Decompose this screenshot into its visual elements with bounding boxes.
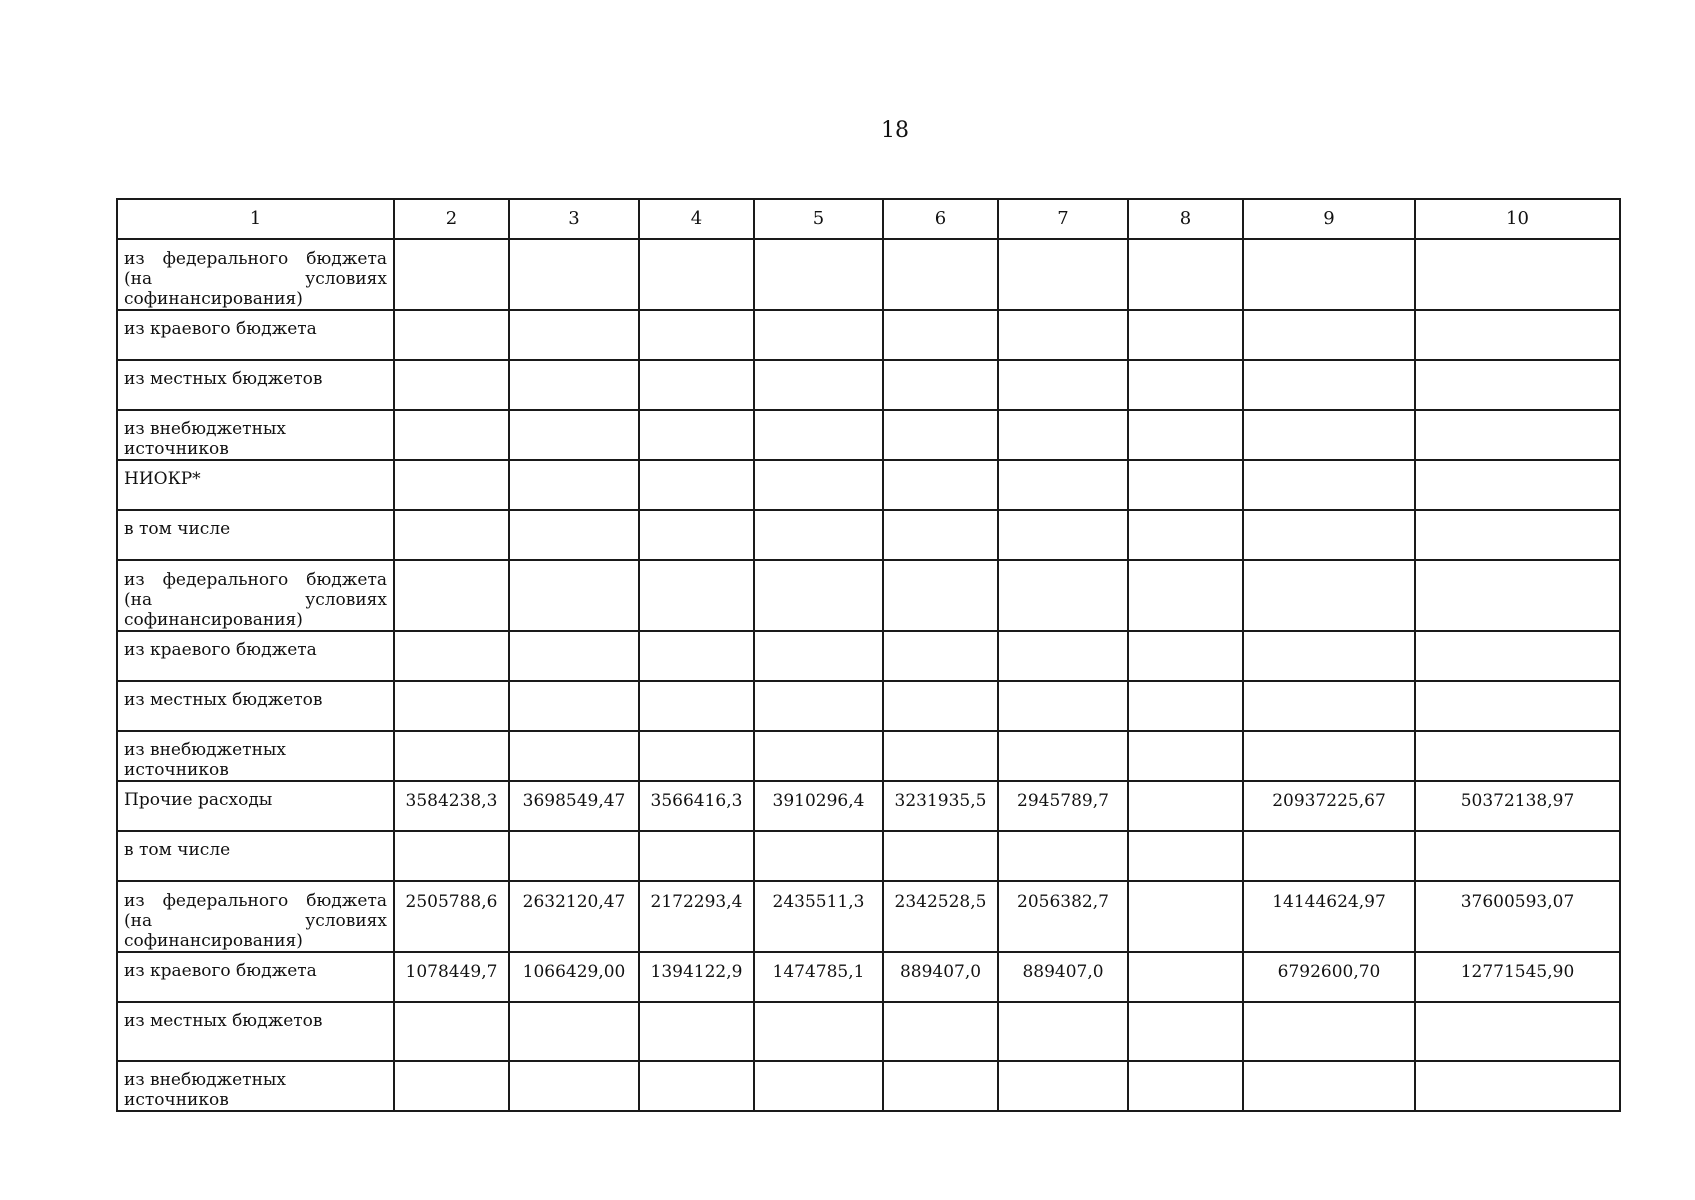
value-cell: 2172293,4 [639, 881, 754, 952]
table-row [117, 560, 1620, 631]
value-cell [509, 681, 639, 731]
value-cell [1243, 560, 1415, 631]
value-cell [754, 360, 883, 410]
value-cell: 37600593,07 [1415, 881, 1620, 952]
value-cell: 2505788,6 [394, 881, 509, 952]
value-cell [1128, 1061, 1243, 1111]
value-cell [1415, 239, 1620, 310]
value-cell [509, 1002, 639, 1061]
value-cell [394, 360, 509, 410]
value-cell [998, 731, 1128, 781]
table-row [117, 831, 1620, 881]
value-cell [1243, 831, 1415, 881]
value-cell [1128, 881, 1243, 952]
value-cell [639, 360, 754, 410]
value-cell [1128, 310, 1243, 360]
header-cell: 2 [394, 199, 509, 239]
value-cell [394, 239, 509, 310]
value-cell [754, 831, 883, 881]
value-cell [394, 1061, 509, 1111]
value-cell [754, 631, 883, 681]
value-cell [1128, 410, 1243, 460]
value-cell [754, 239, 883, 310]
value-cell [1243, 410, 1415, 460]
table-row [117, 410, 1620, 460]
value-cell [1128, 781, 1243, 831]
value-cell: 3566416,3 [639, 781, 754, 831]
value-cell [1128, 460, 1243, 510]
header-cell: 5 [754, 199, 883, 239]
value-cell [883, 1061, 998, 1111]
row-label: из внебюджетных источников [117, 731, 394, 781]
value-cell [509, 360, 639, 410]
value-cell [883, 731, 998, 781]
value-cell [1415, 410, 1620, 460]
row-label: в том числе [117, 510, 394, 560]
value-cell [1243, 631, 1415, 681]
value-cell [998, 410, 1128, 460]
value-cell [883, 239, 998, 310]
table-row [117, 1002, 1620, 1061]
value-cell [1128, 731, 1243, 781]
value-cell [998, 560, 1128, 631]
table-row [117, 310, 1620, 360]
table-row [117, 239, 1620, 310]
value-cell [639, 410, 754, 460]
value-cell [1243, 1061, 1415, 1111]
value-cell: 1394122,9 [639, 952, 754, 1002]
value-cell [1415, 1061, 1620, 1111]
value-cell [1415, 510, 1620, 560]
value-cell [1128, 560, 1243, 631]
value-cell [1128, 510, 1243, 560]
table-row [117, 510, 1620, 560]
value-cell: 3698549,47 [509, 781, 639, 831]
header-cell: 6 [883, 199, 998, 239]
value-cell [639, 310, 754, 360]
value-cell [509, 510, 639, 560]
value-cell: 12771545,90 [1415, 952, 1620, 1002]
value-cell [509, 239, 639, 310]
header-cell: 9 [1243, 199, 1415, 239]
table-row [117, 360, 1620, 410]
value-cell [1243, 681, 1415, 731]
row-label: НИОКР* [117, 460, 394, 510]
value-cell [883, 631, 998, 681]
value-cell [394, 681, 509, 731]
row-label: из внебюджетных источников [117, 410, 394, 460]
value-cell [1415, 560, 1620, 631]
value-cell: 1078449,7 [394, 952, 509, 1002]
value-cell [1415, 681, 1620, 731]
value-cell: 14144624,97 [1243, 881, 1415, 952]
header-cell: 8 [1128, 199, 1243, 239]
value-cell [394, 631, 509, 681]
value-cell [1128, 952, 1243, 1002]
value-cell [754, 510, 883, 560]
row-label: из краевого бюджета [117, 631, 394, 681]
value-cell [1415, 1002, 1620, 1061]
value-cell: 2945789,7 [998, 781, 1128, 831]
row-label: Прочие расходы [117, 781, 394, 831]
table-row [117, 731, 1620, 781]
value-cell: 20937225,67 [1243, 781, 1415, 831]
value-cell [754, 731, 883, 781]
value-cell [639, 460, 754, 510]
row-label: из местных бюджетов [117, 360, 394, 410]
value-cell [998, 681, 1128, 731]
value-cell: 889407,0 [883, 952, 998, 1002]
row-label: из местных бюджетов [117, 1002, 394, 1061]
value-cell: 3910296,4 [754, 781, 883, 831]
value-cell [1243, 310, 1415, 360]
row-label: из местных бюджетов [117, 681, 394, 731]
value-cell [883, 510, 998, 560]
table-row [117, 631, 1620, 681]
value-cell [394, 560, 509, 631]
value-cell [998, 1002, 1128, 1061]
row-label: из федерального бюджета (на условиях софинансирования) [117, 239, 394, 310]
value-cell [1128, 681, 1243, 731]
value-cell [754, 460, 883, 510]
header-cell: 3 [509, 199, 639, 239]
value-cell: 6792600,70 [1243, 952, 1415, 1002]
value-cell [1243, 1002, 1415, 1061]
value-cell [883, 460, 998, 510]
value-cell [1415, 310, 1620, 360]
table-row [117, 460, 1620, 510]
value-cell [394, 510, 509, 560]
value-cell [998, 239, 1128, 310]
value-cell [883, 1002, 998, 1061]
value-cell [1243, 360, 1415, 410]
value-cell: 3231935,5 [883, 781, 998, 831]
value-cell [1243, 731, 1415, 781]
value-cell [509, 1061, 639, 1111]
value-cell [639, 239, 754, 310]
value-cell [509, 731, 639, 781]
value-cell [639, 560, 754, 631]
value-cell [1243, 510, 1415, 560]
value-cell [998, 460, 1128, 510]
value-cell: 2435511,3 [754, 881, 883, 952]
header-cell: 4 [639, 199, 754, 239]
value-cell [394, 310, 509, 360]
value-cell [509, 631, 639, 681]
value-cell [754, 560, 883, 631]
value-cell [509, 310, 639, 360]
value-cell: 1474785,1 [754, 952, 883, 1002]
value-cell [883, 681, 998, 731]
value-cell [754, 410, 883, 460]
value-cell [639, 510, 754, 560]
value-cell [639, 1061, 754, 1111]
value-cell [394, 731, 509, 781]
value-cell [509, 410, 639, 460]
value-cell [998, 310, 1128, 360]
value-cell: 3584238,3 [394, 781, 509, 831]
table-row [117, 781, 1620, 831]
value-cell [1243, 239, 1415, 310]
table-row [117, 1061, 1620, 1111]
value-cell [1415, 831, 1620, 881]
value-cell [998, 831, 1128, 881]
value-cell [639, 831, 754, 881]
value-cell: 889407,0 [998, 952, 1128, 1002]
value-cell [639, 1002, 754, 1061]
value-cell [1415, 731, 1620, 781]
value-cell [883, 410, 998, 460]
value-cell [639, 731, 754, 781]
header-cell: 10 [1415, 199, 1620, 239]
value-cell [394, 410, 509, 460]
table-row [117, 952, 1620, 1002]
value-cell [883, 360, 998, 410]
value-cell: 2632120,47 [509, 881, 639, 952]
value-cell [754, 310, 883, 360]
page-number: 18 [881, 118, 909, 143]
value-cell [509, 560, 639, 631]
row-label: из краевого бюджета [117, 310, 394, 360]
table-row [117, 881, 1620, 952]
value-cell: 2056382,7 [998, 881, 1128, 952]
row-label: из федерального бюджета (на условиях софинансирования) [117, 560, 394, 631]
value-cell [1128, 631, 1243, 681]
header-cell: 7 [998, 199, 1128, 239]
value-cell [1415, 360, 1620, 410]
value-cell: 1066429,00 [509, 952, 639, 1002]
value-cell [509, 460, 639, 510]
value-cell [1415, 460, 1620, 510]
value-cell [1128, 1002, 1243, 1061]
value-cell [639, 681, 754, 731]
value-cell [754, 1002, 883, 1061]
value-cell [883, 560, 998, 631]
value-cell [998, 360, 1128, 410]
value-cell: 2342528,5 [883, 881, 998, 952]
value-cell [509, 831, 639, 881]
value-cell [998, 631, 1128, 681]
value-cell [1415, 631, 1620, 681]
value-cell [394, 460, 509, 510]
header-cell: 1 [117, 199, 394, 239]
value-cell [883, 310, 998, 360]
value-cell [754, 1061, 883, 1111]
row-label: из краевого бюджета [117, 952, 394, 1002]
budget-table [116, 198, 1621, 1112]
value-cell [394, 1002, 509, 1061]
value-cell [639, 631, 754, 681]
table-row [117, 681, 1620, 731]
value-cell [998, 1061, 1128, 1111]
row-label: в том числе [117, 831, 394, 881]
value-cell [1243, 460, 1415, 510]
value-cell: 50372138,97 [1415, 781, 1620, 831]
table-header-row [117, 199, 1620, 239]
value-cell [1128, 831, 1243, 881]
value-cell [1128, 239, 1243, 310]
row-label: из федерального бюджета (на условиях софинансирования) [117, 881, 394, 952]
value-cell [883, 831, 998, 881]
row-label: из внебюджетных источников [117, 1061, 394, 1111]
value-cell [394, 831, 509, 881]
value-cell [754, 681, 883, 731]
value-cell [998, 510, 1128, 560]
value-cell [1128, 360, 1243, 410]
